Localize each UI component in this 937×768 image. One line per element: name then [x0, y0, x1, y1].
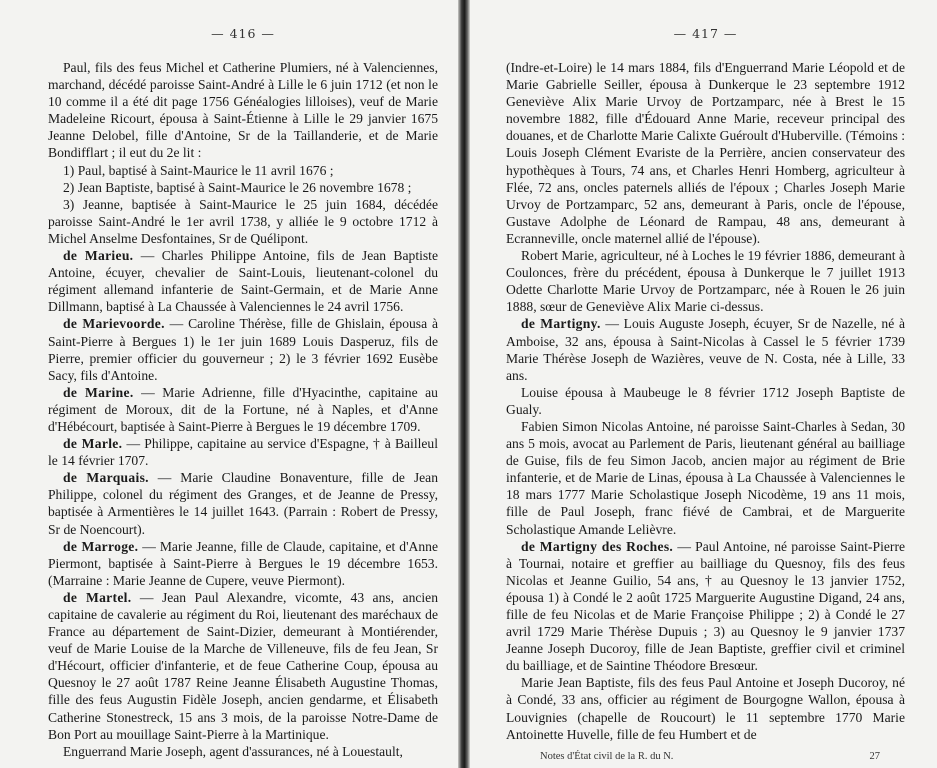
- entry-name: de Marieu.: [63, 248, 134, 264]
- paragraph: [506, 674, 905, 742]
- paragraph-text: — Louis Auguste Joseph, écuyer, Sr de Nazelle, né à Amboise, 32 ans, épousa à Saint-Nicolas à Cassel le 5 février 1739 Marie Thérèse Joseph de Wazières, veuve de N. Costa, née à Lille, 33 ans.: [506, 316, 906, 383]
- paragraph: [48, 247, 438, 315]
- page-number-right: — 417 —: [673, 26, 738, 41]
- paragraph: [48, 162, 438, 179]
- footer-signature: Notes d'État civil de la R. du N.: [540, 751, 674, 762]
- paragraph: [506, 247, 905, 315]
- entry-name: de Marle.: [63, 436, 123, 452]
- paragraph-text: 1) Paul, baptisé à Saint-Maurice le 11 avril 1676 ;: [63, 162, 334, 178]
- paragraph-text: (Indre-et-Loire) le 14 mars 1884, fils d'Enguerrand Marie Léopold et de Marie Gabrielle Seiller, épousa à Dunkerque le 23 septembre 1912 Geneviève Alix Marie Urvoy de Portzamparc, née à Brest le 15 novembre 1882, fille d'Édouard Anne Marie, receveur principal des douanes, et de Charlotte Marie Calixte Guéroult d'Huberville. (Témoins : Louis Joseph Clément Evariste de la Perrière, ancien conservateur des hypothèques à Tours, 74 ans, et Charles Henri Homberg, agriculteur à Flée, 72 ans, oncles paternels alliés de l'époux ; Charles Joseph Marie Urvoy de Portzamparc, 52 ans, demeurant à Paris, oncle de l'épouse, Gustave Adolphe de Léonard de Rampau, 48 ans, demeurant à Ecranneville, oncle maternel allié de l'épouse).: [506, 60, 905, 246]
- paragraph: [48, 384, 438, 435]
- paragraph: [48, 196, 438, 247]
- entry-name: de Marine.: [63, 384, 134, 400]
- paragraph: [506, 538, 905, 675]
- paragraph-text: — Marie Adrienne, fille d'Hyacinthe, capitaine au régiment de Moroux, dit de la Fortune, né à Naples, et d'Anne d'Hébécourt, baptisée à Saint-Pierre à Bergues le 19 décembre 1709.: [48, 384, 438, 434]
- paragraph: [48, 589, 438, 743]
- paragraph: [506, 384, 905, 418]
- paragraph-text: Fabien Simon Nicolas Antoine, né paroisse Saint-Charles à Sedan, 30 ans 5 mois, avocat au Parlement de Paris, lieutenant général au bailliage de Guise, fils de feu Simon Jacob, ancien major au régiment de Brie infanterie, et de Marie de Linas, épousa à La Chaussée à Valenciennes le 18 mars 1777 Marie Scholastique Joseph Nicodème, 19 ans 11 mois, fille de Paul Joseph, franc fiévé de Cambrai, et de Marguerite Scholastique Amande Lelièvre.: [506, 418, 905, 537]
- paragraph-text: — Marie Claudine Bonaventure, fille de Jean Philippe, colonel du régiment des Granges, et de Jeanne de Pressy, baptisée à Armentières le 14 juillet 1643. (Parrain : Robert de Pressy, Sr de Noencourt).: [48, 470, 438, 537]
- entry-name: de Marroge.: [63, 538, 139, 554]
- paragraph-text: — Philippe, capitaine au service d'Espagne, † à Bailleul le 14 février 1707.: [48, 436, 438, 469]
- paragraph-text: — Marie Jeanne, fille de Claude, capitaine, et d'Anne Piermont, baptisée à Saint-Pierre à Bergues le 19 décembre 1653. (Marraine : Marie Jeanne de Cupere, veuve Piermont).: [48, 538, 438, 588]
- paragraph: [48, 743, 438, 760]
- paragraph-text: — Paul Antoine, né paroisse Saint-Pierre à Tournai, notaire et greffier au bailliage du Quesnoy, fils des feus Nicolas et Jeanne Guilio, 54 ans, † au Quesnoy le 13 janvier 1752, épousa 1) à Condé le 2 août 1725 Marguerite Augustine Digand, 24 ans, fille de feu Nicolas et de Marie Françoise Philippe ; 2) à Condé le 27 avril 1729 Marie Thérèse Dupuis ; 3) au Quesnoy le 9 janvier 1737 Jeanne Joseph Ducoroy, fille de Jean Baptiste, greffier civil et criminel du bailliage, et de Saintine Théodore Bresœur.: [506, 538, 906, 674]
- paragraph-text: — Caroline Thérèse, fille de Ghislain, épousa à Saint-Pierre à Bergues 1) le 1er juin 1689 Louis Dasperuz, fils de Pierre, premier officier du gouverneur ; 2) le 3 février 1692 Eusèbe Sacy, fils d'Antoine.: [48, 316, 438, 383]
- entry-name: de Martigny des Roches.: [521, 538, 674, 554]
- book-gutter: [458, 0, 470, 768]
- paragraph: [48, 435, 438, 469]
- paragraph: [48, 538, 438, 589]
- entry-name: de Marquais.: [63, 470, 149, 486]
- page-number-left: — 416 —: [211, 26, 275, 41]
- footer-signature-number: 27: [869, 751, 880, 762]
- paragraph-text: Louise épousa à Maubeuge le 8 février 1712 Joseph Baptiste de Gualy.: [506, 384, 905, 417]
- paragraph-text: 2) Jean Baptiste, baptisé à Saint-Maurice le 26 novembre 1678 ;: [63, 179, 412, 195]
- paragraph: [48, 469, 438, 537]
- right-page-text: [506, 59, 905, 743]
- paragraph-text: Enguerrand Marie Joseph, agent d'assurances, né à Louestault,: [63, 743, 403, 759]
- paragraph-text: Paul, fils des feus Michel et Catherine Plumiers, né à Valenciennes, marchand, décédé paroisse Saint-André à Lille le 6 juin 1712 (et non le 10 comme il a été dit page 1756 Généalogies lilloises), veuf de Marie Madeleine Ricourt, épousa à Saint-Étienne à Lille le 29 janvier 1675 Jeanne Delobel, fille d'Antoine, Sr de la Taillanderie, et de Marie Bondifflart ; il eut du 2e lit :: [48, 60, 438, 161]
- paragraph: [506, 315, 905, 383]
- paragraph: [506, 59, 905, 247]
- paragraph: [48, 179, 438, 196]
- paragraph: [48, 59, 438, 162]
- paragraph: [48, 315, 438, 383]
- paragraph: [506, 418, 905, 538]
- left-page-text: [48, 59, 438, 760]
- left-page: [0, 0, 458, 768]
- entry-name: de Marievoorde.: [63, 316, 165, 332]
- entry-name: de Martigny.: [521, 316, 601, 332]
- paragraph-text: 3) Jeanne, baptisée à Saint-Maurice le 25 juin 1684, décédée paroisse Saint-André le 1er avril 1738, y alliée le 9 octobre 1712 à Michel Anselme Desfontaines, Sr de Quélipont.: [48, 196, 438, 246]
- right-page: [470, 0, 937, 768]
- paragraph-text: — Charles Philippe Antoine, fils de Jean Baptiste Antoine, écuyer, chevalier de Saint-Louis, lieutenant-colonel du régiment allemand infanterie de Saint-Germain, et de Marie Anne Dillmann, baptisé à La Chaussée à Valenciennes le 24 avril 1756.: [48, 248, 438, 315]
- entry-name: de Martel.: [63, 589, 132, 605]
- paragraph-text: Robert Marie, agriculteur, né à Loches le 19 février 1886, demeurant à Coulonces, frère du précédent, épousa à Dunkerque le 7 juillet 1913 Odette Charlotte Marie Urvoy de Portzamparc, née à Rouen le 26 juin 1888, sœur de Geneviève Alix Marie ci-dessus.: [506, 248, 905, 315]
- paragraph-text: Marie Jean Baptiste, fils des feus Paul Antoine et Joseph Ducoroy, né à Condé, 33 ans, officier au régiment de Bourgogne Wallon, épousa à Louvignies (chapelle de Roucourt) le 11 septembre 1770 Marie Antoinette Huvelle, fille de feu Humbert et de: [506, 675, 905, 742]
- right-page-footer: [540, 751, 880, 762]
- paragraph-text: — Jean Paul Alexandre, vicomte, 43 ans, ancien capitaine de cavalerie au régiment du Roi, lieutenant des maréchaux de France au département de Saint-Dizier, demeurant à Montiérender, veuf de Marie Louise de la Marche de Villeneuve, fils de feu Jean, Sr d'Hécourt, officier d'infanterie, et de feue Catherine Coup, épousa au Quesnoy le 27 août 1787 Reine Jeanne Élisabeth Augustine Thomas, fille des feus Augustin Fidèle Joseph, ancien gendarme, et Élisabeth Catherine Stonestreck, 15 ans 3 mois, de la paroisse Notre-Dame de Bon Port au mouillage Saint-Pierre à la Martinique.: [48, 589, 439, 742]
